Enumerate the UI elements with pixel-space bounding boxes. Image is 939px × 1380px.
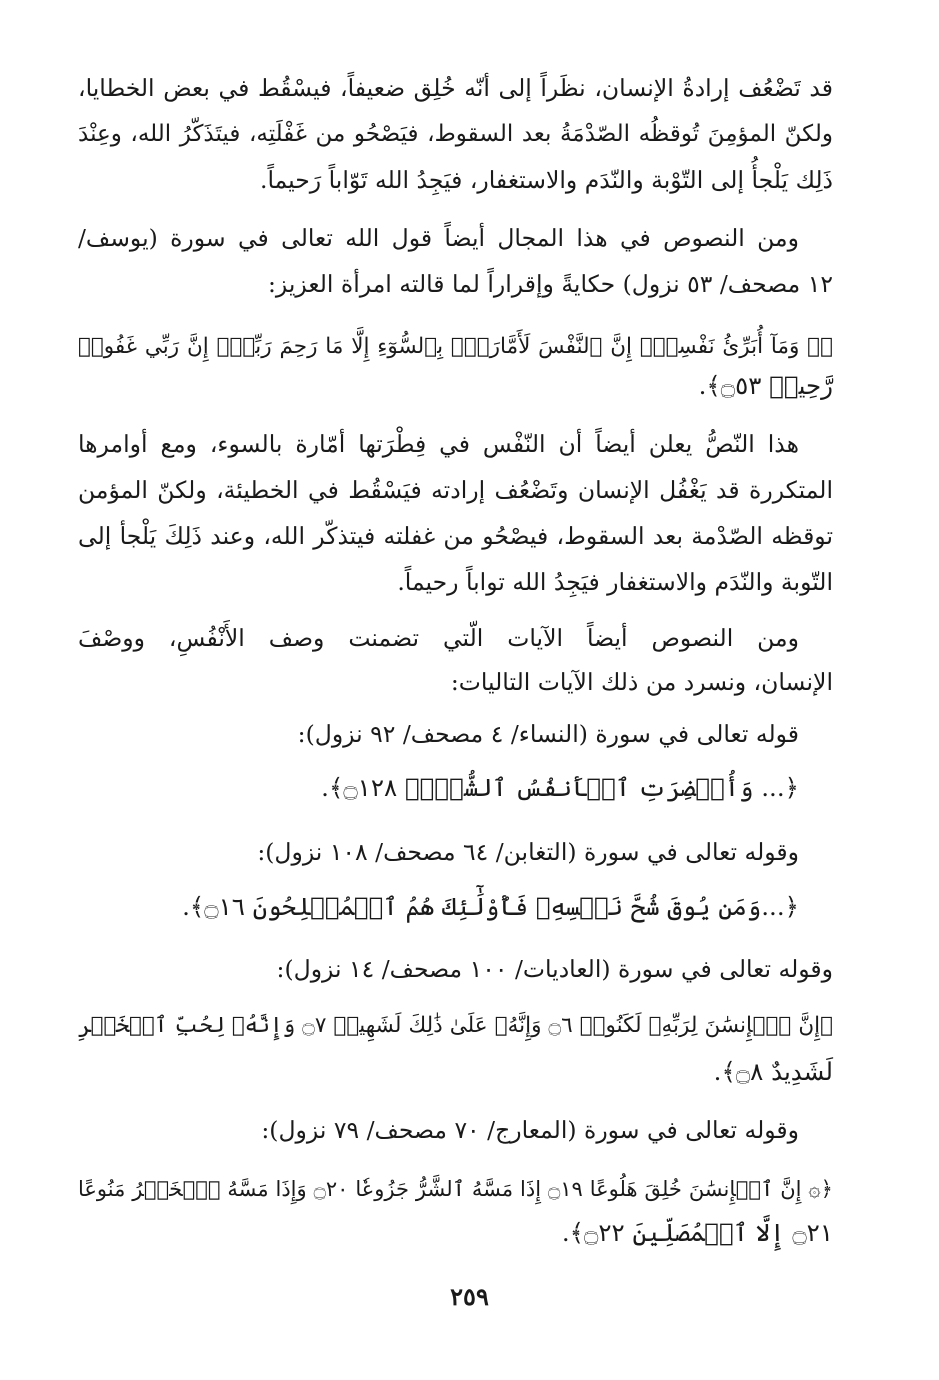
- text-line: الإنسان، ونسرد من ذلك الآيات التاليات:: [450, 668, 833, 696]
- text-line: المتكررة قد يَغْفُل الإنسان وتَضْعُف إرادته فيَسْقُط في الخطيئة، ولكنّ المؤمن: [78, 476, 833, 504]
- citation-line: وقوله تعالى في سورة (التغابن/ ٦٤ مصحف/ ١٠٨ نزول):: [257, 838, 799, 866]
- text-line: ١٢ مصحف/ ٥٣ نزول) حكايةً وإقراراً لما قالته امرأة العزيز:: [268, 270, 833, 298]
- text-line: توقظه الصّدْمة بعد السقوط، فيصْحُو من غفلته فيتذكّر الله، وعند ذَلِكَ يَلْجأ إلى: [78, 522, 833, 550]
- quran-verse-line: ﴿۞ وَمَآ أُبَرِّئُ نَفْسِيٓۚ إِنَّ ٱلنَّفْسَ لَأَمَّارَةُۢ بِٱلسُّوٓءِ إِلَّا مَا رَحِمَ رَبِّيٓۚ إِنَّ رَبِّي غَفُورٞ: [78, 334, 833, 359]
- text-line: ولكنّ المؤمِنَ تُوقظُه الصّدْمَةُ بعد السقوط، فيَصْحُو من غَفْلَتِه، فيتَذَكّرُ الله، وعِنْدَ: [78, 121, 833, 147]
- citation-line: وقوله تعالى في سورة (العاديات/ ١٠٠ مصحف/ ١٤ نزول):: [276, 955, 833, 983]
- quran-verse-line: لَشَدِيدٌ ۝٨﴾.: [713, 1057, 833, 1086]
- page-number: ٢٥٩: [450, 1282, 489, 1311]
- text-line: ذَلِك يَلْجأُ إلى التّوْبة والنّدَم والاستغفار، فيَجِدُ الله تَوّاباً رَحيماً.: [259, 166, 833, 194]
- text-line: ومن النصوص في هذا المجال أيضاً قول الله تعالى في سورة (يوسف/: [78, 224, 799, 252]
- quran-verse-line: رَّحِيمٞ ۝٥٣﴾.: [698, 371, 833, 400]
- citation-line: وقوله تعالى في سورة (المعارج/ ٧٠ مصحف/ ٧٩ نزول):: [261, 1116, 799, 1144]
- text-line: هذا النّصُّ يعلن أيضاً أن النّفْس في فِطْرَتها أمّارة بالسوء، ومع أوامرها: [78, 430, 799, 458]
- citation-line: قوله تعالى في سورة (النساء/ ٤ مصحف/ ٩٢ نزول):: [297, 720, 799, 748]
- quran-verse-line: ﴿... وَأُحۡضِرَتِ ٱلۡأَنفُسُ ٱلشُّحَّۚ ۝١٢٨﴾.: [321, 773, 799, 802]
- text-line: ومن النصوص أيضاً الآيات الّتي تضمنت وصف الأَنْفُسِ، ووصْفَ: [78, 624, 799, 652]
- text-line: التّوبة والنّدَم والاستغفار فيَجِدُ الله تواباً رحيماً.: [397, 568, 833, 596]
- quran-verse-line: ﴿۞ إِنَّ ٱلۡإِنسَٰنَ خُلِقَ هَلُوعًا ۝١٩ إِذَا مَسَّهُ ٱلشَّرُّ جَزُوعٗا ۝٢٠ وَإِذَا مَسَّهُ ٱلۡخَيۡرُ مَنُوعًا: [78, 1177, 833, 1201]
- quran-verse-line: ﴿...وَمَن يُوقَ شُحَّ نَفۡسِهِۦ فَأُوْلَٰٓئِكَ هُمُ ٱلۡمُفۡلِحُونَ ۝١٦﴾.: [182, 892, 799, 921]
- quran-verse-line: ﴿إِنَّ ٱلۡإِنسَٰنَ لِرَبِّهِۦ لَكَنُودٞ ۝٦ وَإِنَّهُۥ عَلَىٰ ذَٰلِكَ لَشَهِيدٞ ۝٧ وَإِنَّهُۥ لِحُبِّ ٱلۡخَيۡرِ: [78, 1013, 833, 1038]
- text-line: قد تَضْعُف إرادةُ الإنسان، نظَراً إلى أنّه خُلِق ضعيفاً، فيسْقُط في بعض الخطايا،: [78, 74, 833, 102]
- quran-verse-line: ۝٢١ إِلَّا ٱلۡمُصَلِّينَ ۝٢٢﴾.: [561, 1218, 833, 1247]
